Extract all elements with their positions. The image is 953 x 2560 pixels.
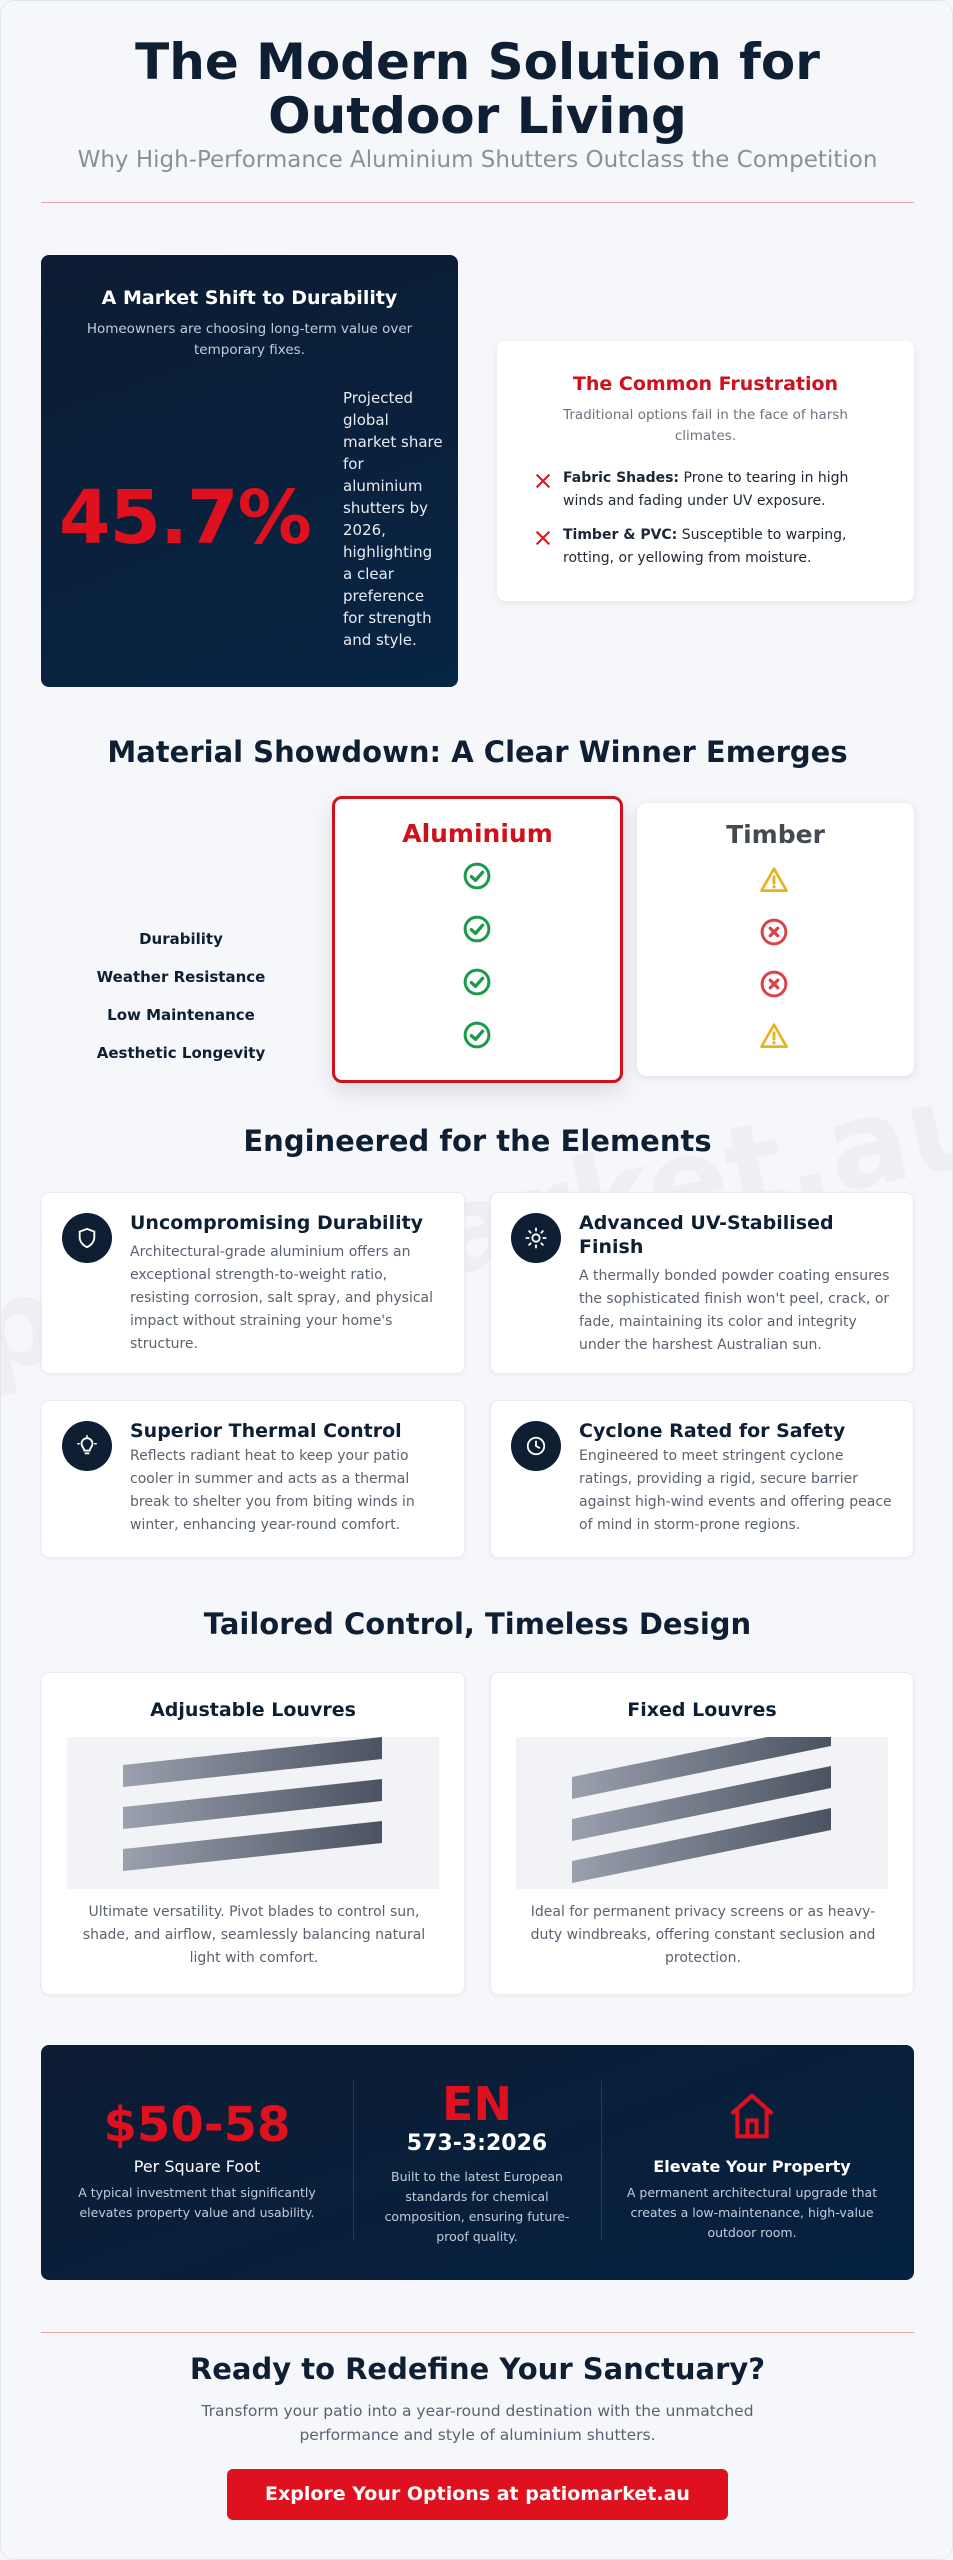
fixed-louvres-text: Ideal for permanent privacy screens or as heavy-duty windbreaks, offering constant seclusion and protection. bbox=[530, 1904, 876, 1966]
feature-text: Architectural-grade aluminium offers an exceptional strength-to-weight ratio, resisting corrosion, salt spray, and physical impact without straining your home's structure. bbox=[130, 1244, 434, 1352]
check-circle-icon bbox=[462, 967, 492, 997]
frustration-item-label: Timber & PVC: bbox=[563, 527, 678, 543]
price-label: Per Square Foot bbox=[133, 2157, 261, 2176]
cross-circle-icon bbox=[759, 917, 789, 947]
frustration-item-text: Susceptible to warping, rotting, or yellowing from moisture. bbox=[563, 527, 847, 566]
check-circle-icon bbox=[462, 914, 492, 944]
home-icon bbox=[725, 2089, 779, 2143]
cta-divider bbox=[41, 2332, 914, 2333]
standard-text: Built to the latest European standards for chemical composition, ensuring future-proof quality. bbox=[384, 2169, 570, 2244]
frustration-card bbox=[497, 341, 914, 601]
stats-divider bbox=[353, 2081, 354, 2241]
feature-text: A thermally bonded powder coating ensures the sophisticated finish won't peel, crack, or fade, maintaining its color and integrity under the harshest Australian sun. bbox=[579, 1268, 890, 1353]
louvre-blade bbox=[123, 1821, 382, 1871]
adjustable-louvres-title: Adjustable Louvres bbox=[150, 1699, 356, 1721]
feature-title: Advanced UV-Stabilised Finish bbox=[579, 1212, 834, 1258]
feature-title: Superior Thermal Control bbox=[130, 1420, 402, 1442]
frustration-item-label: Fabric Shades: bbox=[563, 470, 680, 486]
feature-text: Reflects radiant heat to keep your patio cooler in summer and acts as a thermal break to shelter you from biting winds in winter, enhancing year-round comfort. bbox=[130, 1448, 415, 1533]
adjustable-louvres-illustration bbox=[67, 1737, 439, 1889]
louvre-blade bbox=[123, 1779, 382, 1829]
lightbulb-icon bbox=[76, 1435, 98, 1457]
warning-triangle-icon bbox=[759, 1021, 789, 1051]
explore-options-button[interactable]: Explore Your Options at patiomarket.au bbox=[227, 2469, 728, 2520]
property-label: Elevate Your Property bbox=[653, 2157, 851, 2176]
fixed-louvres-title: Fixed Louvres bbox=[627, 1699, 777, 1721]
aluminium-title: Aluminium bbox=[402, 819, 553, 848]
feature-card-thermal bbox=[41, 1400, 465, 1558]
clock-icon bbox=[525, 1435, 547, 1457]
timber-column bbox=[637, 803, 914, 1076]
cta-title: Ready to Redefine Your Sanctuary? bbox=[189, 2352, 766, 2386]
property-text: A permanent architectural upgrade that creates a low-maintenance, high-value outdoor room. bbox=[626, 2185, 878, 2240]
feature-title: Uncompromising Durability bbox=[130, 1212, 424, 1234]
check-circle-icon bbox=[462, 1020, 492, 1050]
row-label-low-maintenance: Low Maintenance bbox=[107, 1006, 255, 1024]
feature-card-uv-finish bbox=[490, 1192, 914, 1374]
aluminium-column bbox=[332, 796, 623, 1083]
comparison-heading: Material Showdown: A Clear Winner Emerges bbox=[107, 735, 848, 769]
market-share-stat: 45.7% bbox=[59, 475, 311, 561]
header-divider bbox=[41, 202, 914, 203]
adjustable-louvres-card bbox=[41, 1672, 465, 1995]
louvre-blade bbox=[123, 1737, 382, 1787]
market-title: A Market Shift to Durability bbox=[101, 287, 398, 309]
row-label-weather-resistance: Weather Resistance bbox=[96, 968, 266, 986]
adjustable-louvres-text: Ultimate versatility. Pivot blades to control sun, shade, and airflow, seamlessly balancing natural light with comfort. bbox=[82, 1904, 426, 1966]
cross-icon bbox=[533, 528, 553, 548]
fixed-louvres-card bbox=[490, 1672, 914, 1995]
feature-card-cyclone bbox=[490, 1400, 914, 1558]
row-label-durability: Durability bbox=[139, 930, 223, 948]
stats-band bbox=[41, 2045, 914, 2280]
price-text: A typical investment that significantly elevates property value and usability. bbox=[78, 2185, 316, 2220]
frustration-item-text: Prone to tearing in high winds and fading under UV exposure. bbox=[563, 470, 849, 509]
row-label-aesthetic-longevity: Aesthetic Longevity bbox=[96, 1044, 266, 1062]
features-heading: Engineered for the Elements bbox=[243, 1124, 712, 1158]
market-description: Projected global market share for aluminium shutters by 2026, highlighting a clear preference for strength and style. bbox=[343, 389, 443, 649]
stats-divider bbox=[601, 2081, 602, 2241]
cta-subtitle: Transform your patio into a year-round destination with the unmatched performance and style of aluminium shutters. bbox=[201, 2402, 754, 2444]
page-title: The Modern Solution for Outdoor Living bbox=[135, 33, 820, 145]
standard-stat: EN bbox=[442, 2077, 512, 2131]
cross-circle-icon bbox=[759, 969, 789, 999]
check-circle-icon bbox=[462, 861, 492, 891]
feature-text: Engineered to meet stringent cyclone ratings, providing a rigid, secure barrier against high-wind events and offering peace of mind in storm-prone regions. bbox=[579, 1448, 892, 1533]
feature-card-durability bbox=[41, 1192, 465, 1374]
frustration-title: The Common Frustration bbox=[572, 373, 839, 395]
fixed-louvres-illustration bbox=[516, 1737, 888, 1889]
timber-title: Timber bbox=[726, 820, 825, 849]
feature-title: Cyclone Rated for Safety bbox=[579, 1420, 846, 1442]
frustration-subtitle: Traditional options fail in the face of harsh climates. bbox=[563, 407, 848, 444]
market-shift-card bbox=[41, 255, 458, 687]
sun-icon bbox=[525, 1227, 547, 1249]
louvres-heading: Tailored Control, Timeless Design bbox=[203, 1607, 752, 1641]
standard-label: 573-3:2026 bbox=[406, 2131, 548, 2156]
shield-icon bbox=[76, 1227, 98, 1249]
page-subtitle: Why High-Performance Aluminium Shutters Outclass the Competition bbox=[77, 147, 878, 173]
market-subtitle: Homeowners are choosing long-term value over temporary fixes. bbox=[86, 321, 413, 358]
price-stat: $50-58 bbox=[103, 2097, 291, 2153]
cross-icon bbox=[533, 471, 553, 491]
warning-triangle-icon bbox=[759, 865, 789, 895]
